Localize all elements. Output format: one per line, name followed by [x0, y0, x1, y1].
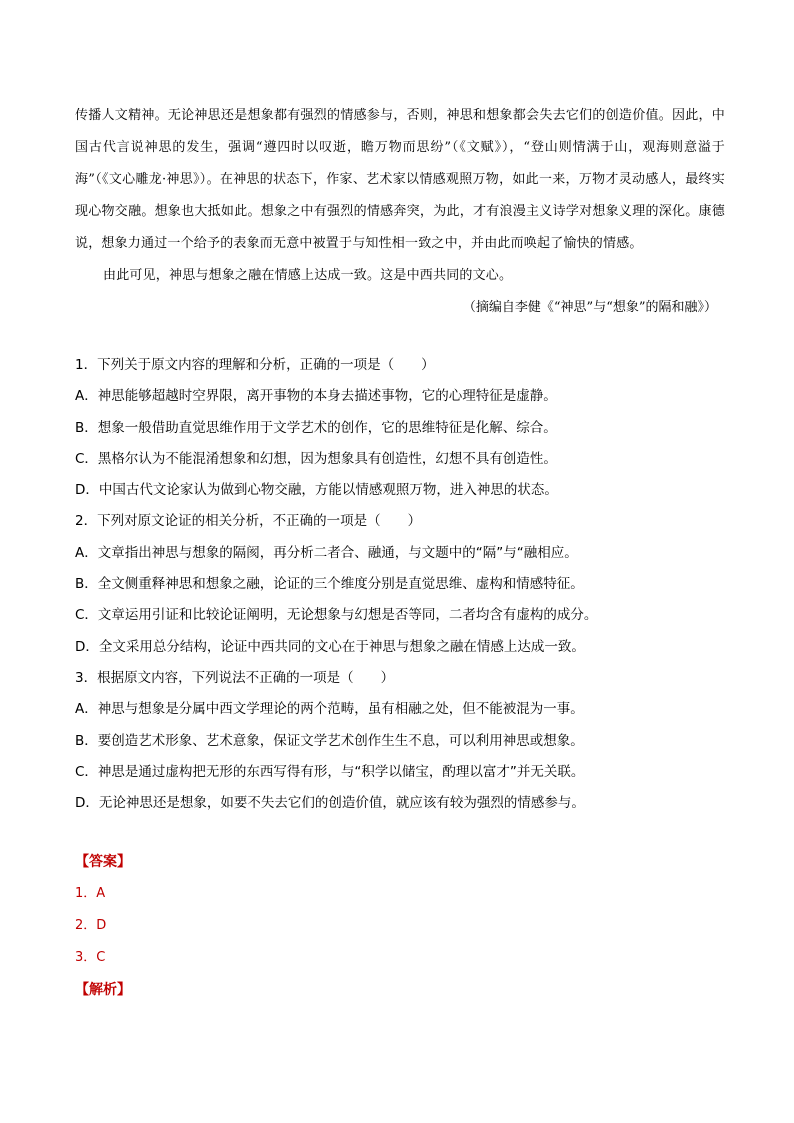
option-d: D．全文采用总分结构，论证中西共同的文心在于神思与想象之融在情感上达成一致。: [75, 638, 585, 655]
passage-paragraph-2: 由此可见，神思与想象之融在情感上达成一致。这是中西共同的文心。: [103, 268, 513, 283]
option-a: A．神思能够超越时空界限，离开事物的本身去描述事物，它的心理特征是虚静。: [75, 388, 557, 405]
option-c: C．神思是通过虚构把无形的东西写得有形，与“积学以储宝，酌理以富才”并无关联。: [75, 763, 585, 780]
answer-heading: 【答案】: [75, 854, 131, 870]
option-b: B．要创造艺术形象、艺术意象，保证文学艺术创作生生不息，可以利用神思或想象。: [75, 732, 584, 749]
answer-item: 3．C: [75, 950, 106, 965]
reading-passage: [75, 100, 725, 324]
option-c: C．文章运用引证和比较论证阐明，无论想象与幻想是否等同，二者均含有虚构的成分。: [75, 607, 598, 624]
question-3: [75, 663, 735, 819]
question-1: [75, 350, 735, 506]
option-d: D．中国古代文论家认为做到心物交融，方能以情感观照万物，进入神思的状态。: [75, 482, 558, 499]
question-2: [75, 506, 735, 662]
question-list: [75, 350, 735, 819]
answer-item: 1．A: [75, 886, 106, 901]
question-stem: 1．下列关于原文内容的理解和分析，正确的一项是（ ）: [75, 357, 435, 373]
option-b: B．全文侧重释神思和想象之融，论证的三个维度分别是直觉思维、虚构和情感特征。: [75, 576, 584, 593]
answer-item: 2．D: [75, 918, 107, 933]
analysis-heading: 【解析】: [75, 982, 131, 998]
question-stem: 2．下列对原文论证的相关分析，不正确的一项是（ ）: [75, 513, 422, 530]
option-c: C．黑格尔认为不能混淆想象和幻想，因为想象具有创造性，幻想不具有创造性。: [75, 450, 557, 467]
option-b: B．想象一般借助直觉思维作用于文学艺术的创作，它的思维特征是化解、综合。: [75, 419, 557, 436]
passage-paragraph-1: 传播人文精神。无论神思还是想象都有强烈的情感参与，否则，神思和想象都会失去它们的创造价值。因此，中国古代言说神思的发生，强调“遵四时以叹逝，瞻万物而思纷”（《文赋》），“登山则情满于山，观海则意溢于海”（《文心雕龙·神思》）。在神思的状态下，作家、艺术家以情感观照万物，如此一来，万物才灵动感人，最终实现心物交融。想象也大抵如此。想象之中有强烈的情感奔突，为此，才有浪漫主义诗学对想象义理的深化。康德说，想象力通过一个给予的表象而无意中被置于与知性相一致之中，并由此而唤起了愉快的情感。: [75, 108, 725, 251]
passage-source: （摘编自李健《“神思”与“想象”的隔和融》）: [462, 300, 717, 315]
option-d: D．无论神思还是想象，如要不失去它们的创造价值，就应该有较为强烈的情感参与。: [75, 795, 585, 812]
question-stem: 3．根据原文内容，下列说法不正确的一项是（ ）: [75, 669, 395, 686]
option-a: A．神思与想象是分属中西文学理论的两个范畴，虽有相融之处，但不能被混为一事。: [75, 701, 584, 718]
option-a: A．文章指出神思与想象的隔阂，再分析二者合、融通，与文题中的“隔”与“融相应。: [75, 544, 578, 561]
answer-section: [75, 846, 375, 1006]
